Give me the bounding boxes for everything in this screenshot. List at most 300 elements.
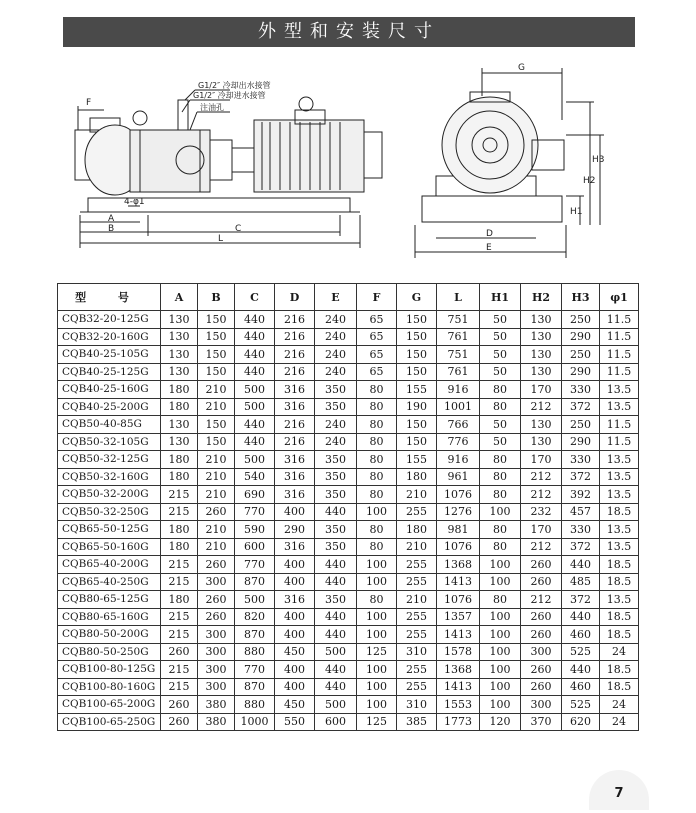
value-cell: 310 — [397, 643, 437, 661]
value-cell: 80 — [357, 398, 397, 416]
value-cell: 260 — [198, 591, 235, 609]
value-cell: 18.5 — [600, 503, 639, 521]
value-cell: 370 — [521, 713, 562, 731]
value-cell: 350 — [315, 521, 357, 539]
table-row — [58, 451, 639, 469]
value-cell: 170 — [521, 521, 562, 539]
value-cell: 150 — [198, 311, 235, 329]
value-cell: 50 — [480, 328, 521, 346]
value-cell: 500 — [235, 591, 275, 609]
value-cell: 500 — [235, 381, 275, 399]
value-cell: 916 — [437, 451, 480, 469]
value-cell: 13.5 — [600, 381, 639, 399]
table-row — [58, 433, 639, 451]
value-cell: 260 — [521, 661, 562, 679]
model-cell: CQB80-50-200G — [58, 626, 161, 644]
value-cell: 690 — [235, 486, 275, 504]
value-cell: 100 — [480, 608, 521, 626]
value-cell: 50 — [480, 346, 521, 364]
value-cell: 210 — [198, 486, 235, 504]
table-row — [58, 503, 639, 521]
value-cell: 150 — [397, 328, 437, 346]
value-cell: 80 — [480, 538, 521, 556]
value-cell: 330 — [562, 521, 600, 539]
value-cell: 525 — [562, 696, 600, 714]
value-cell: 485 — [562, 573, 600, 591]
value-cell: 18.5 — [600, 678, 639, 696]
page-number: 7 — [614, 786, 624, 801]
value-cell: 210 — [397, 486, 437, 504]
value-cell: 216 — [275, 346, 315, 364]
value-cell: 260 — [198, 556, 235, 574]
value-cell: 440 — [235, 416, 275, 434]
value-cell: 300 — [198, 678, 235, 696]
table-row — [58, 468, 639, 486]
value-cell: 216 — [275, 311, 315, 329]
value-cell: 290 — [562, 363, 600, 381]
pump-dimension-drawing — [0, 55, 696, 270]
model-cell: CQB80-65-125G — [58, 591, 161, 609]
value-cell: 400 — [275, 573, 315, 591]
value-cell: 80 — [357, 381, 397, 399]
header-col: D — [275, 284, 315, 311]
value-cell: 180 — [161, 521, 198, 539]
table-row — [58, 713, 639, 731]
page-number-badge — [589, 770, 649, 810]
value-cell: 150 — [397, 346, 437, 364]
value-cell: 215 — [161, 626, 198, 644]
value-cell: 457 — [562, 503, 600, 521]
value-cell: 216 — [275, 416, 315, 434]
value-cell: 290 — [275, 521, 315, 539]
coupling-housing — [130, 130, 210, 192]
value-cell: 1578 — [437, 643, 480, 661]
value-cell: 300 — [198, 573, 235, 591]
value-cell: 232 — [521, 503, 562, 521]
table-body — [58, 311, 639, 731]
value-cell: 255 — [397, 573, 437, 591]
value-cell: 870 — [235, 573, 275, 591]
value-cell: 130 — [521, 433, 562, 451]
value-cell: 210 — [198, 468, 235, 486]
dim-label-h3: H3 — [592, 155, 605, 165]
value-cell: 150 — [397, 311, 437, 329]
value-cell: 180 — [161, 451, 198, 469]
value-cell: 50 — [480, 416, 521, 434]
value-cell: 500 — [315, 696, 357, 714]
value-cell: 80 — [357, 416, 397, 434]
value-cell: 400 — [275, 626, 315, 644]
value-cell: 13.5 — [600, 486, 639, 504]
value-cell: 1076 — [437, 538, 480, 556]
value-cell: 11.5 — [600, 328, 639, 346]
value-cell: 240 — [315, 433, 357, 451]
value-cell: 300 — [198, 643, 235, 661]
value-cell: 260 — [198, 608, 235, 626]
table-row — [58, 398, 639, 416]
value-cell: 440 — [235, 433, 275, 451]
value-cell: 316 — [275, 538, 315, 556]
value-cell: 440 — [562, 661, 600, 679]
value-cell: 260 — [161, 643, 198, 661]
value-cell: 870 — [235, 626, 275, 644]
value-cell: 150 — [198, 416, 235, 434]
value-cell: 1000 — [235, 713, 275, 731]
value-cell: 766 — [437, 416, 480, 434]
dim-label-d: D — [486, 229, 493, 239]
value-cell: 13.5 — [600, 398, 639, 416]
value-cell: 1368 — [437, 661, 480, 679]
header-col: G — [397, 284, 437, 311]
value-cell: 180 — [161, 468, 198, 486]
value-cell: 1076 — [437, 486, 480, 504]
value-cell: 210 — [397, 591, 437, 609]
value-cell: 1773 — [437, 713, 480, 731]
value-cell: 210 — [198, 521, 235, 539]
value-cell: 600 — [315, 713, 357, 731]
model-cell: CQB65-40-250G — [58, 573, 161, 591]
value-cell: 13.5 — [600, 538, 639, 556]
value-cell: 260 — [521, 573, 562, 591]
value-cell: 180 — [397, 521, 437, 539]
value-cell: 80 — [357, 433, 397, 451]
motor-fan-cover — [364, 132, 382, 178]
value-cell: 11.5 — [600, 346, 639, 364]
model-cell: CQB50-32-200G — [58, 486, 161, 504]
value-cell: 11.5 — [600, 311, 639, 329]
value-cell: 250 — [562, 416, 600, 434]
value-cell: 120 — [480, 713, 521, 731]
value-cell: 350 — [315, 398, 357, 416]
value-cell: 392 — [562, 486, 600, 504]
dim-label-g: G — [518, 63, 525, 73]
table-row — [58, 416, 639, 434]
value-cell: 300 — [198, 626, 235, 644]
value-cell: 212 — [521, 398, 562, 416]
value-cell: 1413 — [437, 626, 480, 644]
value-cell: 100 — [480, 643, 521, 661]
table-row — [58, 661, 639, 679]
value-cell: 18.5 — [600, 626, 639, 644]
value-cell: 11.5 — [600, 363, 639, 381]
value-cell: 180 — [161, 591, 198, 609]
value-cell: 130 — [521, 346, 562, 364]
value-cell: 316 — [275, 591, 315, 609]
value-cell: 210 — [397, 538, 437, 556]
value-cell: 260 — [521, 608, 562, 626]
model-cell: CQB80-50-250G — [58, 643, 161, 661]
value-cell: 550 — [275, 713, 315, 731]
value-cell: 450 — [275, 696, 315, 714]
value-cell: 65 — [357, 328, 397, 346]
value-cell: 751 — [437, 346, 480, 364]
value-cell: 210 — [198, 381, 235, 399]
value-cell: 1276 — [437, 503, 480, 521]
value-cell: 180 — [161, 538, 198, 556]
dim-label-f: F — [86, 98, 92, 108]
value-cell: 130 — [521, 363, 562, 381]
value-cell: 215 — [161, 556, 198, 574]
table-header-row — [58, 284, 639, 311]
value-cell: 372 — [562, 398, 600, 416]
value-cell: 400 — [275, 556, 315, 574]
model-cell: CQB32-20-125G — [58, 311, 161, 329]
value-cell: 11.5 — [600, 433, 639, 451]
value-cell: 330 — [562, 381, 600, 399]
model-cell: CQB50-32-160G — [58, 468, 161, 486]
value-cell: 18.5 — [600, 608, 639, 626]
table-row — [58, 696, 639, 714]
value-cell: 255 — [397, 626, 437, 644]
value-cell: 590 — [235, 521, 275, 539]
model-cell: CQB65-40-200G — [58, 556, 161, 574]
value-cell: 130 — [161, 363, 198, 381]
value-cell: 350 — [315, 591, 357, 609]
value-cell: 100 — [357, 678, 397, 696]
value-cell: 24 — [600, 643, 639, 661]
header-col: φ1 — [600, 284, 639, 311]
value-cell: 380 — [198, 713, 235, 731]
value-cell: 460 — [562, 678, 600, 696]
value-cell: 260 — [521, 626, 562, 644]
value-cell: 330 — [562, 451, 600, 469]
value-cell: 216 — [275, 433, 315, 451]
value-cell: 180 — [161, 381, 198, 399]
value-cell: 1553 — [437, 696, 480, 714]
value-cell: 981 — [437, 521, 480, 539]
value-cell: 212 — [521, 538, 562, 556]
value-cell: 150 — [198, 363, 235, 381]
value-cell: 1368 — [437, 556, 480, 574]
value-cell: 440 — [315, 661, 357, 679]
value-cell: 385 — [397, 713, 437, 731]
model-cell: CQB100-65-200G — [58, 696, 161, 714]
value-cell: 80 — [480, 451, 521, 469]
value-cell: 80 — [357, 451, 397, 469]
value-cell: 100 — [480, 661, 521, 679]
value-cell: 440 — [235, 311, 275, 329]
value-cell: 770 — [235, 661, 275, 679]
value-cell: 100 — [480, 503, 521, 521]
value-cell: 525 — [562, 643, 600, 661]
value-cell: 125 — [357, 713, 397, 731]
header-col: H2 — [521, 284, 562, 311]
table-row — [58, 363, 639, 381]
value-cell: 210 — [198, 398, 235, 416]
value-cell: 190 — [397, 398, 437, 416]
value-cell: 100 — [480, 678, 521, 696]
label-outlet-pipe: G1/2″ 冷却出水接管 — [198, 81, 271, 90]
value-cell: 80 — [357, 486, 397, 504]
value-cell: 450 — [275, 643, 315, 661]
value-cell: 916 — [437, 381, 480, 399]
value-cell: 290 — [562, 433, 600, 451]
value-cell: 880 — [235, 643, 275, 661]
value-cell: 212 — [521, 468, 562, 486]
header-col: H1 — [480, 284, 521, 311]
value-cell: 761 — [437, 363, 480, 381]
model-cell: CQB80-65-160G — [58, 608, 161, 626]
value-cell: 440 — [315, 626, 357, 644]
dim-label-e: E — [486, 243, 492, 253]
table-row — [58, 521, 639, 539]
value-cell: 255 — [397, 661, 437, 679]
dim-label-hole: 4-φ1 — [124, 197, 145, 207]
value-cell: 13.5 — [600, 591, 639, 609]
value-cell: 130 — [161, 311, 198, 329]
value-cell: 255 — [397, 556, 437, 574]
value-cell: 216 — [275, 363, 315, 381]
value-cell: 65 — [357, 311, 397, 329]
value-cell: 255 — [397, 503, 437, 521]
value-cell: 440 — [315, 678, 357, 696]
value-cell: 761 — [437, 328, 480, 346]
value-cell: 130 — [521, 328, 562, 346]
value-cell: 300 — [521, 696, 562, 714]
value-cell: 440 — [562, 556, 600, 574]
dim-label-l: L — [218, 234, 224, 244]
motor-shaft-cover — [232, 148, 254, 172]
value-cell: 130 — [521, 311, 562, 329]
value-cell: 751 — [437, 311, 480, 329]
value-cell: 80 — [480, 398, 521, 416]
value-cell: 300 — [198, 661, 235, 679]
model-cell: CQB32-20-160G — [58, 328, 161, 346]
table-row — [58, 381, 639, 399]
dim-label-a: A — [108, 214, 115, 224]
value-cell: 18.5 — [600, 661, 639, 679]
value-cell: 215 — [161, 678, 198, 696]
value-cell: 400 — [275, 678, 315, 696]
value-cell: 350 — [315, 468, 357, 486]
model-cell: CQB100-80-160G — [58, 678, 161, 696]
value-cell: 80 — [480, 486, 521, 504]
dimension-table — [57, 283, 639, 731]
value-cell: 215 — [161, 486, 198, 504]
value-cell: 316 — [275, 381, 315, 399]
header-col: A — [161, 284, 198, 311]
value-cell: 316 — [275, 486, 315, 504]
value-cell: 372 — [562, 538, 600, 556]
value-cell: 440 — [235, 328, 275, 346]
value-cell: 155 — [397, 381, 437, 399]
value-cell: 1413 — [437, 573, 480, 591]
model-cell: CQB50-32-250G — [58, 503, 161, 521]
value-cell: 212 — [521, 486, 562, 504]
dim-label-c: C — [235, 224, 242, 234]
value-cell: 13.5 — [600, 451, 639, 469]
table-row — [58, 678, 639, 696]
value-cell: 100 — [357, 696, 397, 714]
value-cell: 100 — [480, 626, 521, 644]
table-row — [58, 573, 639, 591]
value-cell: 255 — [397, 608, 437, 626]
model-cell: CQB65-50-125G — [58, 521, 161, 539]
value-cell: 540 — [235, 468, 275, 486]
value-cell: 65 — [357, 363, 397, 381]
label-inlet-pipe: G1/2″ 冷却进水接管 — [193, 91, 266, 100]
value-cell: 372 — [562, 468, 600, 486]
table-row — [58, 328, 639, 346]
value-cell: 80 — [480, 381, 521, 399]
value-cell: 80 — [480, 468, 521, 486]
value-cell: 150 — [198, 328, 235, 346]
value-cell: 170 — [521, 451, 562, 469]
model-cell: CQB40-25-125G — [58, 363, 161, 381]
dim-label-b: B — [108, 224, 115, 234]
value-cell: 13.5 — [600, 468, 639, 486]
table-row — [58, 591, 639, 609]
model-cell: CQB65-50-160G — [58, 538, 161, 556]
value-cell: 100 — [480, 696, 521, 714]
value-cell: 180 — [161, 398, 198, 416]
value-cell: 880 — [235, 696, 275, 714]
value-cell: 150 — [397, 433, 437, 451]
value-cell: 100 — [357, 661, 397, 679]
value-cell: 440 — [315, 608, 357, 626]
table-row — [58, 608, 639, 626]
header-col: C — [235, 284, 275, 311]
value-cell: 1357 — [437, 608, 480, 626]
table-row — [58, 556, 639, 574]
value-cell: 350 — [315, 451, 357, 469]
value-cell: 240 — [315, 363, 357, 381]
header-col: F — [357, 284, 397, 311]
value-cell: 240 — [315, 328, 357, 346]
value-cell: 260 — [521, 556, 562, 574]
value-cell: 260 — [521, 678, 562, 696]
table-row — [58, 626, 639, 644]
model-cell: CQB50-32-105G — [58, 433, 161, 451]
value-cell: 500 — [235, 398, 275, 416]
section-title: 外型和安装尺寸 — [63, 17, 635, 47]
value-cell: 130 — [161, 346, 198, 364]
value-cell: 290 — [562, 328, 600, 346]
value-cell: 150 — [198, 433, 235, 451]
table-row — [58, 486, 639, 504]
value-cell: 210 — [198, 538, 235, 556]
value-cell: 50 — [480, 433, 521, 451]
coupling-adapter — [210, 140, 232, 180]
value-cell: 460 — [562, 626, 600, 644]
value-cell: 400 — [275, 608, 315, 626]
value-cell: 250 — [562, 346, 600, 364]
lifting-eye — [133, 111, 147, 125]
value-cell: 316 — [275, 451, 315, 469]
value-cell: 18.5 — [600, 573, 639, 591]
value-cell: 50 — [480, 311, 521, 329]
value-cell: 250 — [562, 311, 600, 329]
value-cell: 65 — [357, 346, 397, 364]
value-cell: 1076 — [437, 591, 480, 609]
value-cell: 215 — [161, 503, 198, 521]
value-cell: 500 — [235, 451, 275, 469]
model-cell: CQB40-25-160G — [58, 381, 161, 399]
value-cell: 155 — [397, 451, 437, 469]
value-cell: 80 — [480, 521, 521, 539]
dim-label-h2: H2 — [583, 176, 596, 186]
value-cell: 440 — [315, 573, 357, 591]
value-cell: 350 — [315, 538, 357, 556]
table-row — [58, 311, 639, 329]
table-row — [58, 346, 639, 364]
value-cell: 100 — [357, 556, 397, 574]
table-row — [58, 538, 639, 556]
value-cell: 440 — [235, 363, 275, 381]
value-cell: 210 — [198, 451, 235, 469]
value-cell: 961 — [437, 468, 480, 486]
value-cell: 372 — [562, 591, 600, 609]
